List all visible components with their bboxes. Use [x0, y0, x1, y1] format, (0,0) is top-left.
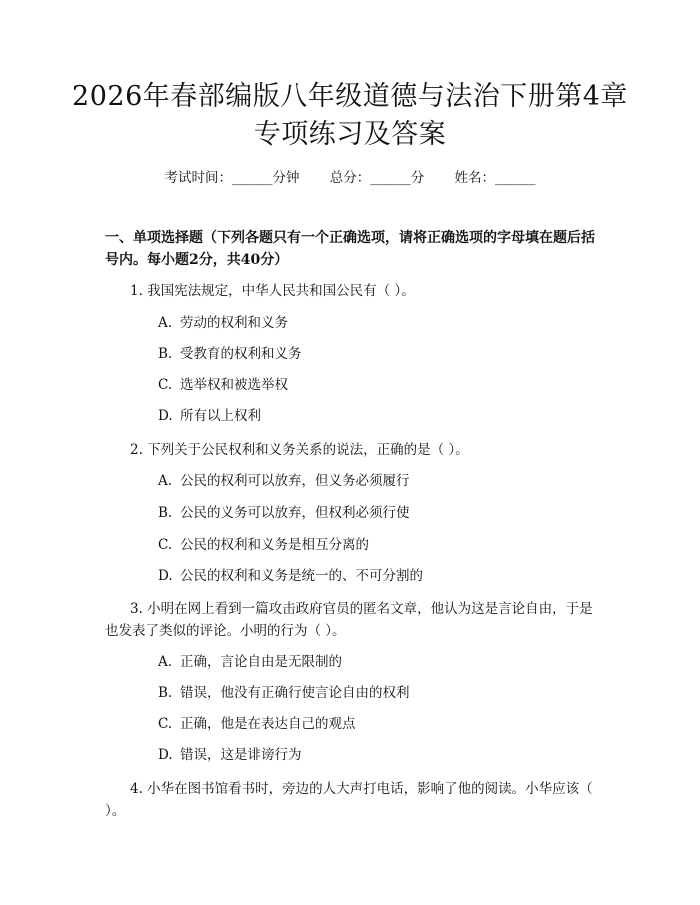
- option-text: 正确，言论自由是无限制的: [180, 654, 342, 670]
- option-text: 选举权和被选举权: [180, 377, 288, 393]
- option-1a: [158, 313, 578, 333]
- option-3a: [158, 652, 578, 672]
- option-text: 公民的权利可以放弃，但义务必须履行: [180, 473, 410, 489]
- option-text: 受教育的权利和义务: [180, 346, 302, 362]
- option-letter: A.: [158, 315, 173, 331]
- option-1d: [158, 406, 578, 426]
- option-letter: A.: [158, 473, 173, 489]
- option-letter: C.: [158, 377, 173, 393]
- option-text: 正确，他是在表达自己的观点: [180, 716, 356, 732]
- option-letter: C.: [158, 537, 173, 553]
- name-label: 姓名：______: [454, 170, 536, 186]
- option-letter: C.: [158, 716, 173, 732]
- option-text: 错误，这是诽谤行为: [180, 747, 302, 763]
- exam-time-label: 考试时间：______分钟: [164, 170, 300, 186]
- option-letter: D.: [158, 408, 173, 424]
- option-text: 公民的权利和义务是统一的、不可分割的: [180, 568, 423, 584]
- option-text: 公民的义务可以放弃，但权利必须行使: [180, 505, 410, 521]
- question-stem-2: 2. 下列关于公民权利和义务关系的说法，正确的是（ ）。: [130, 442, 469, 458]
- option-text: 错误，他没有正确行使言论自由的权利: [180, 685, 410, 701]
- document-title: 2026年春部编版八年级道德与法治下册第4章专项练习及答案: [72, 81, 628, 150]
- option-letter: A.: [158, 654, 173, 670]
- option-3b: [158, 683, 578, 703]
- option-3c: [158, 714, 578, 734]
- option-2b: [158, 503, 578, 523]
- question-stem-3: 3. 小明在网上看到一篇攻击政府官员的匿名文章，他认为这是言论自由，于是也发表了类似的评论。小明的行为（ ）。: [105, 601, 593, 639]
- option-text: 所有以上权利: [180, 408, 261, 424]
- option-1c: [158, 375, 578, 395]
- option-text: 公民的权利和义务是相互分离的: [180, 537, 369, 553]
- total-score-label: 总分：______分: [329, 170, 425, 186]
- exam-info-line: [0, 168, 700, 188]
- option-1b: [158, 344, 578, 364]
- option-2c: [158, 535, 578, 555]
- option-letter: B.: [158, 685, 173, 701]
- option-letter: B.: [158, 346, 173, 362]
- option-3d: [158, 745, 578, 765]
- option-2a: [158, 471, 578, 491]
- option-letter: D.: [158, 568, 173, 584]
- option-letter: D.: [158, 747, 173, 763]
- option-2d: [158, 566, 578, 586]
- question-stem-4: 4. 小华在图书馆看书时，旁边的人大声打电话，影响了他的阅读。小华应该（ ）。: [105, 781, 593, 819]
- option-letter: B.: [158, 505, 173, 521]
- question-stem-1: 1. 我国宪法规定，中华人民共和国公民有（ ）。: [130, 283, 415, 299]
- option-text: 劳动的权利和义务: [180, 315, 288, 331]
- section-header: 一、单项选择题（下列各题只有一个正确选项，请将正确选项的字母填在题后括号内。每小题2分，共40分）: [105, 230, 595, 268]
